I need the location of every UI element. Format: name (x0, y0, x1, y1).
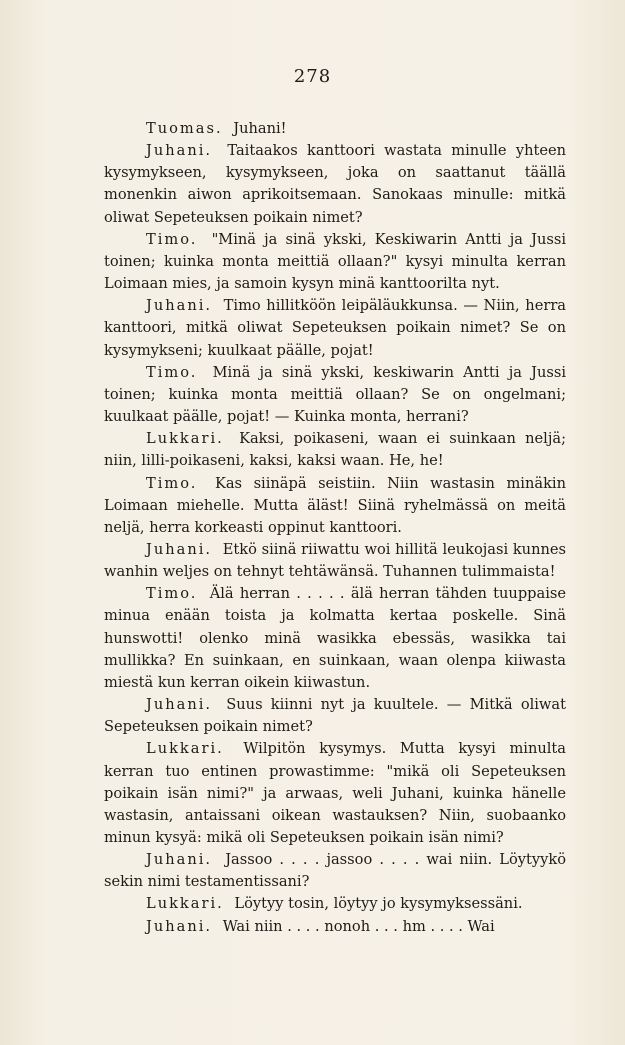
dialogue-paragraph (104, 118, 566, 140)
speaker-name: Juhani. (146, 851, 213, 869)
dialogue-paragraph (104, 539, 566, 583)
speaker-name: Juhani. (146, 142, 213, 160)
paragraph-text: Juhani! (233, 120, 287, 137)
dialogue-paragraph (104, 849, 566, 893)
paragraph-text: Löytyy tosin, löytyy jo kysymyksessäni. (234, 895, 523, 913)
dialogue-paragraph (104, 473, 566, 539)
speaker-name: Timo. (146, 363, 198, 381)
paragraph-text: "Minä ja sinä ykski, Keskiwarin Antti ja Jussi toinen; kuinka monta meittiä ollaan?" kysyi minulta kerran Loimaan mies, ja samoin kysyn minä kanttoorilta nyt. (104, 230, 566, 293)
dialogue-paragraph (104, 583, 566, 694)
speaker-name: Juhani. (146, 917, 213, 935)
speaker-name: Juhani. (146, 297, 213, 315)
speaker-name: Lukkari. (146, 430, 224, 448)
dialogue-paragraph (104, 428, 566, 472)
dialogue-paragraph (104, 916, 566, 938)
paragraph-text: Etkö siinä riiwattu woi hillitä leukojasi kunnes wanhin weljes on tehnyt tehtäwänsä. Tuhannen tulimmaista! (104, 540, 567, 581)
speaker-name: Tuomas. (146, 120, 223, 137)
speaker-name: Lukkari. (146, 740, 224, 758)
speaker-name: Timo. (146, 474, 198, 492)
dialogue-paragraph (104, 229, 566, 295)
speaker-name: Timo. (146, 230, 198, 248)
speaker-name: Lukkari. (146, 895, 224, 913)
paragraph-text: Wilpitön kysymys. Mutta kysyi minulta kerran tuo entinen prowastimme: "mikä oli Sepeteuksen poikain isän nimi?" ja arwaas, weli Juhani, kuinka hänelle wastasin, antaissani oikean wastauksen? Niin, suobaanko minun kysyä: mikä oli Sepeteuksen poikain isän nimi? (104, 740, 566, 846)
paragraph-text: Jassoo . . . . jassoo . . . . wai niin. Löytyykö sekin nimi testamentissani? (104, 851, 566, 891)
dialogue-paragraph (104, 694, 566, 738)
paragraph-text: Taitaakos kanttoori wastata minulle yhteen kysymykseen, kysymykseen, joka on saattanut täällä monenkin aiwon aprikoitsemaan. Sanokaas minulle: mitkä oliwat Sepeteuksen poikain nimet? (104, 142, 566, 226)
dialogue-paragraph (104, 295, 566, 361)
paragraph-text: Minä ja sinä ykski, keskiwarin Antti ja Jussi toinen; kuinka monta meittiä ollaan? Se on ongelmani; kuulkaat päälle, pojat! — Kuinka monta, herrani? (104, 363, 566, 426)
dialogue-text (104, 118, 566, 938)
paragraph-text: Timo hillitköön leipäläukkunsa. — Niin, herra kanttoori, mitkä oliwat Sepeteuksen poikain nimet? Se on kysymykseni; kuulkaat päälle, pojat! (104, 297, 566, 359)
paragraph-text: Kaksi, poikaseni, waan ei suinkaan neljä; niin, lilli-poikaseni, kaksi, kaksi waan. He, he! (104, 430, 566, 470)
paragraph-text: Suus kiinni nyt ja kuultele. — Mitkä oliwat Sepeteuksen poikain nimet? (104, 696, 566, 736)
page-number: 278 (293, 66, 332, 87)
paragraph-text: Kas siinäpä seistiin. Niin wastasin minäkin Loimaan miehelle. Mutta äläst! Siinä ryhelmässä on meitä neljä, herra korkeasti oppinut kanttoori. (104, 474, 566, 536)
paragraph-text: Älä herran . . . . . älä herran tähden tuuppaise minua enään toista ja kolmatta kertaa poskelle. Sinä hunswotti! olenko minä wasikka ebessäs, wasikka tai mullikka? En suinkaan, en suinkaan, waan olenpa kiiwasta miestä kun kerran oikein kiiwastun. (104, 585, 566, 691)
dialogue-paragraph (104, 362, 566, 428)
speaker-name: Juhani. (146, 696, 213, 714)
dialogue-paragraph (104, 738, 566, 849)
speaker-name: Juhani. (146, 540, 213, 558)
dialogue-paragraph (104, 140, 566, 229)
speaker-name: Timo. (146, 585, 198, 603)
dialogue-paragraph (104, 893, 566, 915)
paragraph-text: Wai niin . . . . nonoh . . . hm . . . . Wai (222, 917, 495, 935)
